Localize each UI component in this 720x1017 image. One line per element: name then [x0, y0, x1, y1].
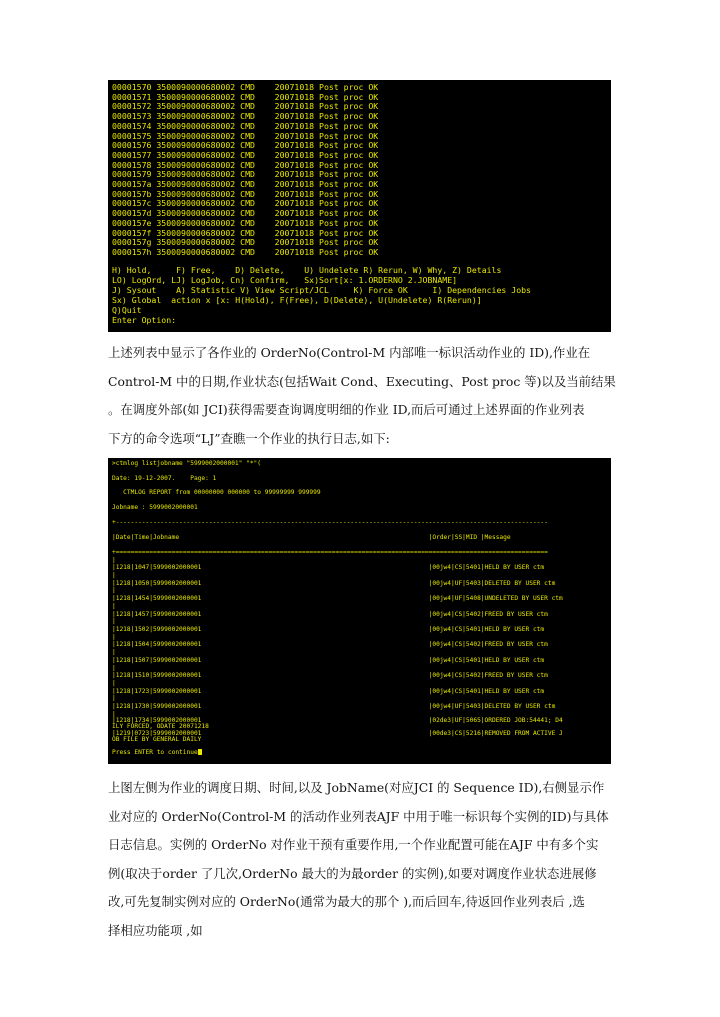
- command-menu-line: Q)Quit: [112, 305, 142, 315]
- log-line: |1218|1457|5999002000001 |00jw4|CS|5402|FREED BY USER ctm: [112, 611, 548, 618]
- paragraph-line: 改,可先复制实例对应的 OrderNo(通常为最大的那个 ),而后回车,待返回作业列表后 ,选: [108, 894, 585, 909]
- ctmlog-terminal: [108, 458, 611, 764]
- log-line: OB FILE BY GENERAL DAILY: [112, 736, 202, 743]
- log-line: |: [112, 557, 116, 564]
- job-row: 00001571 3500090000680002 CMD 20071018 Post proc OK: [112, 91, 379, 102]
- command-menu-line: H) Hold, F) Free, D) Delete, U) Undelete R) Rerun, W) Why, Z) Details: [112, 265, 502, 275]
- job-row: 0000157g 3500090000680002 CMD 20071018 Post proc OK: [112, 237, 379, 248]
- log-line: |1218|1510|5999002000001 |00jw4|CS|5402|FREED BY USER ctm: [112, 672, 548, 679]
- paragraph-line: 例(取决于order 了几次,OrderNo 最大的为最order 的实例),如要对调度作业状态进展修: [108, 865, 597, 881]
- log-line: |1218|1730|5999002000001 |00jw4|UF|5403|DELETED BY USER ctm: [112, 703, 556, 710]
- log-line: |1218|1454|5999002000001 |00jw4|UF|5408|UNDELETED BY USER ctm: [112, 595, 563, 602]
- job-row: 00001572 3500090000680002 CMD 20071018 Post proc OK: [112, 101, 379, 112]
- command-menu-line: LO) LogOrd, LJ) LogJob, Cn) Confirm, Sx)Sort[x: 1.ORDERNO 2.JOBNAME]: [112, 275, 458, 285]
- log-line: |1218|1723|5999002000001 |00jw4|CS|5401|HELD BY USER ctm: [112, 688, 545, 695]
- log-line: Jobname : 5999002000001: [112, 504, 198, 511]
- job-row: 00001579 3500090000680002 CMD 20071018 Post proc OK: [112, 169, 379, 180]
- job-row: 00001573 3500090000680002 CMD 20071018 Post proc OK: [112, 111, 379, 122]
- job-row: 00001577 3500090000680002 CMD 20071018 Post proc OK: [112, 149, 379, 160]
- log-line: |: [112, 695, 116, 702]
- job-row: 00001574 3500090000680002 CMD 20071018 Post proc OK: [112, 120, 379, 131]
- log-line: |: [112, 572, 116, 579]
- paragraph-line: 上图左侧为作业的调度日期、时间,以及 JobName(对应JCI 的 Sequence ID),右侧显示作: [108, 780, 605, 795]
- log-line: |: [112, 680, 116, 687]
- job-row: 0000157a 3500090000680002 CMD 20071018 Post proc OK: [112, 179, 379, 189]
- cursor-block: [198, 749, 202, 755]
- job-row: 00001575 3500090000680002 CMD 20071018 Post proc OK: [112, 130, 379, 141]
- log-line: |: [112, 665, 116, 672]
- log-line: |: [112, 634, 116, 641]
- paragraph-line: 。在调度外部(如 JCI)获得需要查询调度明细的作业 ID,而后可通过上述界面的作业列表: [108, 402, 585, 417]
- log-line: |: [112, 711, 116, 718]
- job-row: 0000157e 3500090000680002 CMD 20071018 Post proc OK: [112, 217, 379, 228]
- log-line: |: [112, 649, 116, 656]
- log-line: |1218|1507|5999002000001 |00jw4|CS|5401|HELD BY USER ctm: [112, 657, 545, 664]
- paragraph-orderno-explanation: [108, 339, 618, 453]
- log-line: |Date|Time|Jobname |Order|SS|MID |Message: [112, 534, 511, 541]
- paragraph-line: 上述列表中显示了各作业的 OrderNo(Control-M 内部唯一标识活动作业的 ID),作业在: [108, 345, 591, 360]
- log-line: |: [112, 603, 116, 610]
- log-line: CTMLOG REPORT from 00000000 000000 to 99999999 999999: [112, 489, 321, 496]
- command-menu-line: Sx) Global action x [x: H(Hold), F(Free), D(Delete), U(Undelete) R(Rerun)]: [112, 295, 482, 305]
- paragraph-log-explanation: [108, 774, 618, 945]
- job-row: 00001576 3500090000680002 CMD 20071018 Post proc OK: [112, 140, 379, 151]
- job-row: 00001570 3500090000680002 CMD 20071018 Post proc OK: [112, 82, 379, 92]
- log-line: ILY FORCED, ODATE 20071218: [112, 723, 209, 730]
- log-line: +--------------------------------------------------------------------------------------------------------------------: [112, 519, 548, 526]
- job-row: 0000157d 3500090000680002 CMD 20071018 Post proc OK: [112, 208, 379, 219]
- paragraph-line: 业对应的 OrderNo(Control-M 的活动作业列表AJF 中用于唯一标识每个实例的ID)与具体: [108, 808, 609, 824]
- log-line: |1218|1504|5999002000001 |00jw4|CS|5402|FREED BY USER ctm: [112, 641, 548, 648]
- log-line: +====================================================================================================================: [112, 549, 548, 556]
- log-line: |: [112, 587, 116, 594]
- command-menu-line: J) Sysout A) Statistic V) View Script/JCL K) Force OK I) Dependencies Jobs: [112, 285, 531, 295]
- paragraph-line: 择相应功能项 ,如: [108, 922, 203, 938]
- log-line: |1218|1734|5999002000001 |02de3|UF|5065|ORDERED JOB:54441; D4: [112, 717, 563, 724]
- log-line: >ctmlog listjobname "5999002000001" "*"(: [112, 460, 262, 467]
- log-line: |1218|1050|5999002000001 |00jw4|UF|5403|DELETED BY USER ctm: [112, 580, 556, 587]
- press-enter-prompt[interactable]: Press ENTER to continue: [112, 749, 202, 756]
- job-row: 0000157b 3500090000680002 CMD 20071018 Post proc OK: [112, 188, 379, 199]
- log-line: |1218|1047|5999002000001 |00jw4|CS|5401|HELD BY USER ctm: [112, 564, 545, 571]
- log-line: |1218|1502|5999002000001 |00jw4|CS|5401|HELD BY USER ctm: [112, 626, 545, 633]
- job-row: 0000157f 3500090000680002 CMD 20071018 Post proc OK: [112, 227, 379, 238]
- log-line: |: [112, 618, 116, 625]
- paragraph-line: 下方的命令选项“LJ”查瞧一个作业的执行日志,如下:: [108, 430, 390, 446]
- job-row: 0000157h 3500090000680002 CMD 20071018 Post proc OK: [112, 246, 379, 257]
- log-line: |1219|0723|5999002000001 |00de3|CS|5216|REMOVED FROM ACTIVE J: [112, 730, 563, 737]
- paragraph-line: Control-M 中的日期,作业状态(包括Wait Cond、Executing、Post proc 等)以及当前结果: [108, 373, 616, 389]
- paragraph-line: 日志信息。实例的 OrderNo 对作业干预有重要作用,一个作业配置可能在AJF 中有多个实: [108, 837, 599, 852]
- job-row: 00001578 3500090000680002 CMD 20071018 Post proc OK: [112, 159, 379, 170]
- enter-option-prompt[interactable]: Enter Option:: [112, 315, 177, 325]
- job-row: 0000157c 3500090000680002 CMD 20071018 Post proc OK: [112, 198, 379, 209]
- log-line: Date: 19-12-2007. Page: 1: [112, 475, 217, 482]
- job-list-terminal: [108, 80, 611, 332]
